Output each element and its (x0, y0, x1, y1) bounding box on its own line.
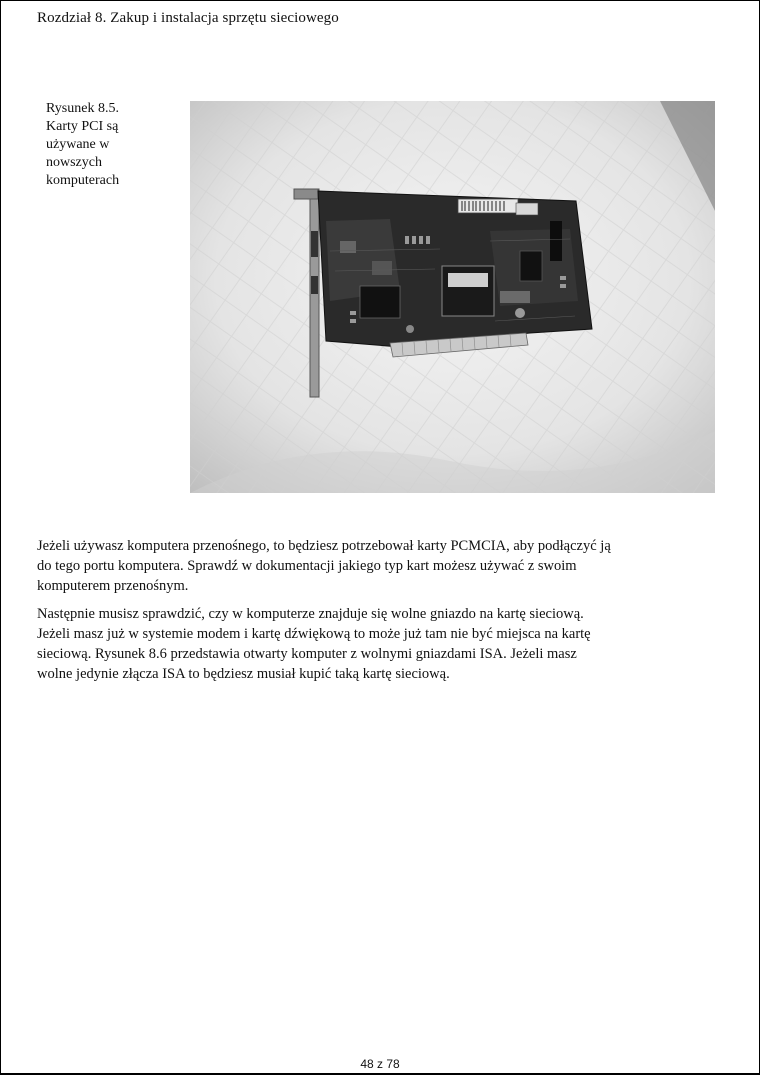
caption-line: nowszych (46, 155, 102, 170)
caption-line: komputerach (46, 173, 120, 188)
page-number: 48 z 78 (360, 1057, 400, 1071)
text-line: Jeżeli masz już w systemie modem i kartę dźwiękową to może już tam nie być miejsca na kartę (37, 626, 591, 642)
text-line: sieciową. Rysunek 8.6 przedstawia otwarty komputer z wolnymi gniazdami ISA. Jeżeli masz (37, 646, 577, 662)
text-line: Następnie musisz sprawdzić, czy w komputerze znajduje się wolne gniazdo na kartę sieciową. (37, 606, 584, 622)
text-line: komputerem przenośnym. (37, 578, 189, 594)
pci-card-photo-illustration (190, 101, 715, 493)
caption-line: Karty PCI są (46, 119, 119, 134)
chapter-header: Rozdział 8. Zakup i instalacja sprzętu sieciowego (37, 10, 339, 26)
figure-caption (46, 100, 166, 190)
paragraph-pcmcia (37, 536, 737, 596)
pci-card-photo (190, 101, 715, 493)
paragraph-free-slot (37, 604, 737, 684)
text-line: wolne jedynie złącza ISA to będziesz musiał kupić taką kartę sieciową. (37, 666, 450, 682)
text-line: Jeżeli używasz komputera przenośnego, to będziesz potrzebował karty PCMCIA, aby podłączyć ją (37, 538, 611, 554)
caption-line: Rysunek 8.5. (46, 101, 119, 116)
caption-line: używane w (46, 137, 110, 152)
text-line: do tego portu komputera. Sprawdź w dokumentacji jakiego typ kart możesz używać z swoim (37, 558, 577, 574)
